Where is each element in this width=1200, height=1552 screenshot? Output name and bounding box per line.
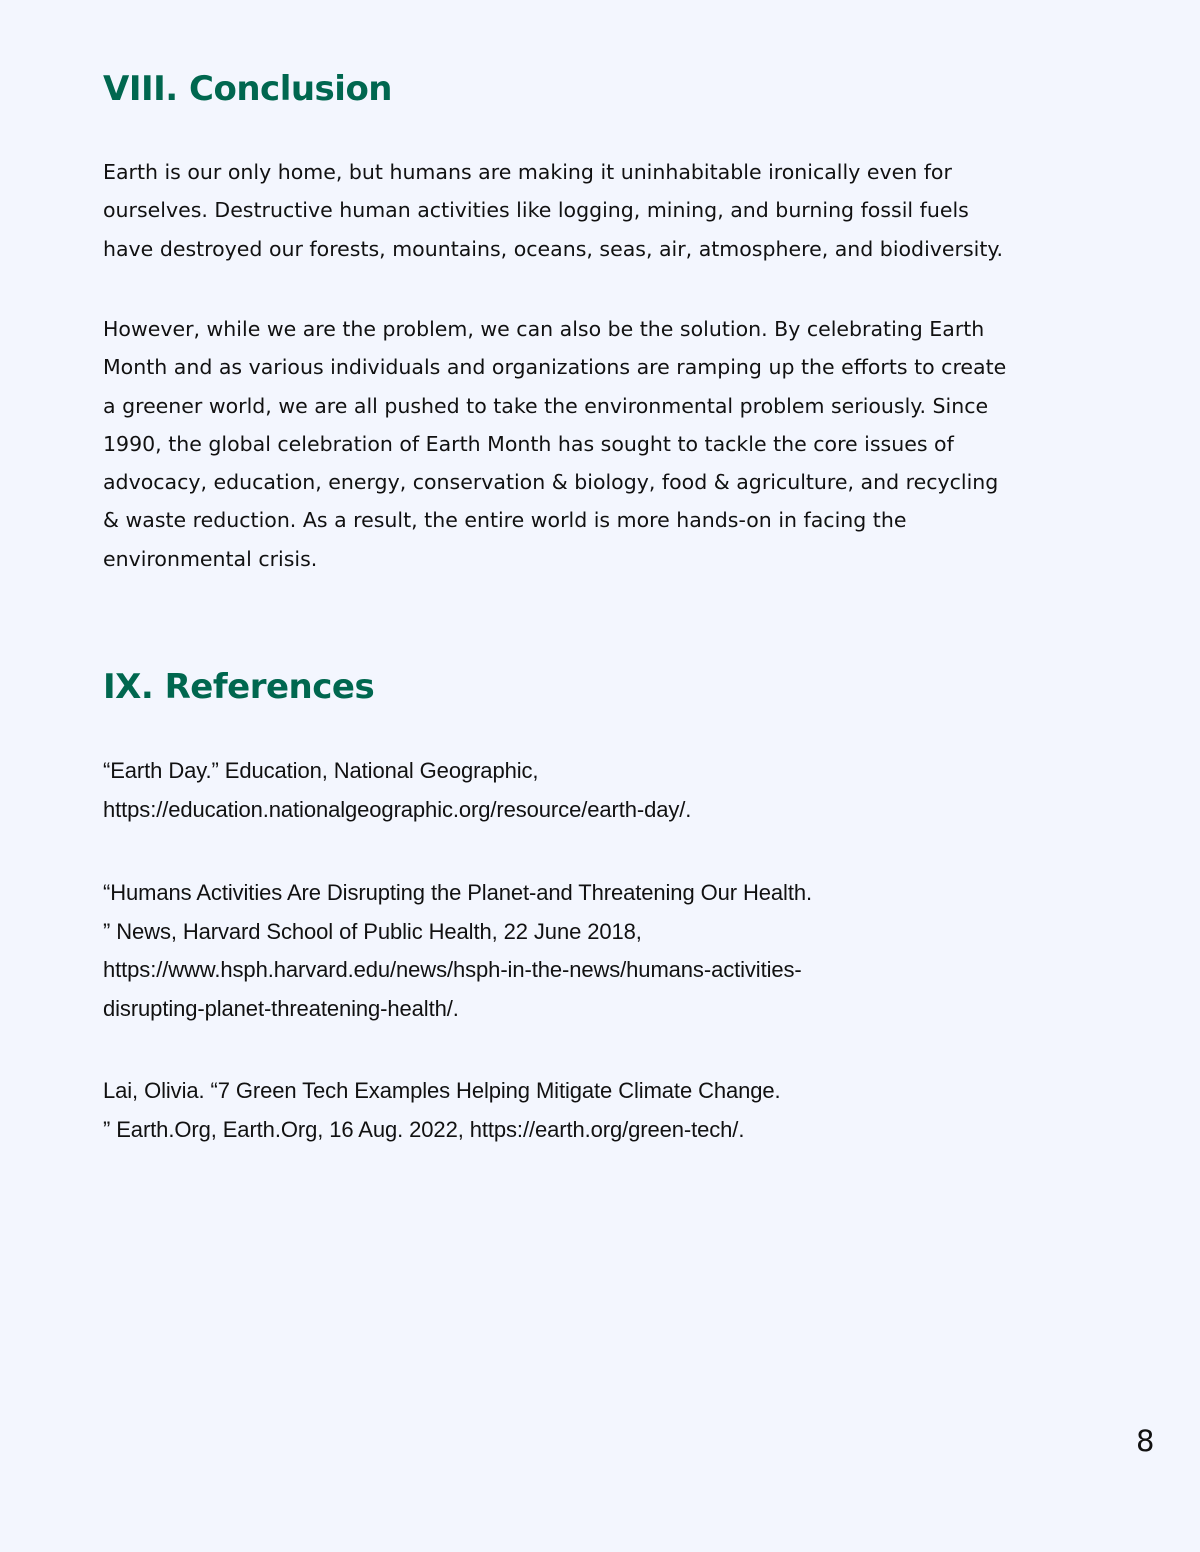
reference-text: Lai, Olivia. “7 Green Tech Examples Helping Mitigate Climate Change. [103, 1078, 781, 1103]
text-line: Month and as various individuals and organizations are ramping up the efforts to create [103, 355, 1007, 380]
reference-text: ” News, Harvard School of Public Health, 22 June 2018, [103, 918, 642, 944]
text-line: have destroyed our forests, mountains, oceans, seas, air, atmosphere, and biodiversity. [103, 236, 1004, 261]
text-line: advocacy, education, energy, conservation & biology, food & agriculture, and recycling [103, 470, 999, 495]
text-line: However, while we are the problem, we can also be the solution. By celebrating Earth [103, 317, 985, 341]
conclusion-paragraph-2 [103, 310, 1006, 578]
text-line: & waste reduction. As a result, the entire world is more hands-on in facing the [103, 508, 907, 533]
reference-item-2 [103, 874, 812, 1028]
reference-text: “Earth Day.” Education, National Geographic, [103, 758, 539, 783]
section-heading-conclusion: VIII. Conclusion [103, 69, 393, 109]
reference-link: https://education.nationalgeographic.org/resource/earth-day/. [103, 796, 692, 822]
text-line: ourselves. Destructive human activities like logging, mining, and burning fossil fuels [103, 198, 969, 223]
reference-link: disrupting-planet-threatening-health/. [103, 995, 459, 1021]
text-line: a greener world, we are all pushed to take the environmental problem seriously. Since [103, 393, 989, 418]
section-heading-references: IX. References [103, 667, 375, 707]
reference-item-3 [103, 1072, 781, 1149]
reference-text: ” Earth.Org, Earth.Org, 16 Aug. 2022, https://earth.org/green-tech/. [103, 1116, 745, 1142]
page-number: 8 [1136, 1424, 1155, 1458]
conclusion-paragraph-1 [103, 153, 1003, 268]
text-line: environmental crisis. [103, 546, 318, 571]
reference-item-1 [103, 752, 691, 829]
reference-link: https://www.hsph.harvard.edu/news/hsph-in-the-news/humans-activities- [103, 957, 802, 982]
text-line: Earth is our only home, but humans are making it uninhabitable ironically even for [103, 160, 952, 184]
text-line: 1990, the global celebration of Earth Month has sought to tackle the core issues of [103, 431, 954, 456]
reference-text: “Humans Activities Are Disrupting the Planet-and Threatening Our Health. [103, 880, 812, 905]
